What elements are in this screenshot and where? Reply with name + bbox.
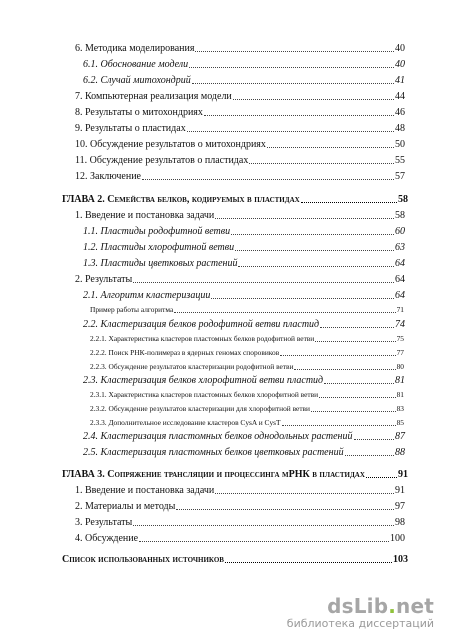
dslib-watermark: [278, 594, 438, 634]
toc-entry: 1.1. Пластиды родофитной ветви 60: [83, 226, 405, 237]
toc-chapter-heading: ГЛАВА 2. Семейства белков, кодируемых в пластидах 58: [62, 194, 408, 205]
dslib-logo: dsLib.net: [327, 594, 434, 618]
toc-entry: 3. Результаты 98: [75, 517, 405, 528]
toc-entry: 2. Материалы и методы 97: [75, 501, 405, 512]
toc-entry: 2.3.3. Дополнительное исследование кластеров CysA и CysT 85: [90, 418, 404, 427]
toc-entry: 11. Обсуждение результатов о пластидах 55: [75, 155, 405, 166]
toc-entry: 2. Результаты 64: [75, 274, 405, 285]
toc-entry: 2.3.2. Обсуждение результатов кластеризации для хлорофитной ветви 83: [90, 404, 404, 413]
toc-entry: 12. Заключение 57: [75, 171, 405, 182]
toc-entry: 2.2.3. Обсуждение результатов кластеризации родофитной ветви 80: [90, 362, 404, 371]
toc-entry: 2.1. Алгоритм кластеризации 64: [83, 290, 405, 301]
toc-entry: 6.1. Обоснование модели 40: [83, 59, 405, 70]
toc-entry: 10. Обсуждение результатов о митохондриях 50: [75, 139, 405, 150]
toc-entry: 2.3.1. Характеристика кластеров пластомных белков хлорофитной ветви 81: [90, 390, 404, 399]
toc-entry: 2.2.2. Поиск РНК-полимераз в ядерных геномах споровиков 77: [90, 348, 404, 357]
toc-entry: 7. Компьютерная реализация модели 44: [75, 91, 405, 102]
toc-entry: 2.5. Кластеризация пластомных белков цветковых растений 88: [83, 447, 405, 458]
toc-entry: 1. Введение и постановка задачи 58: [75, 210, 405, 221]
toc-entry: 4. Обсуждение 100: [75, 533, 405, 544]
toc-entry: 9. Результаты о пластидах 48: [75, 123, 405, 134]
toc-entry: 1.3. Пластиды цветковых растений 64: [83, 258, 405, 269]
toc-entry: 6.2. Случай митохондрий 41: [83, 75, 405, 86]
toc-entry: 2.4. Кластеризация пластомных белков однодольных растений 87: [83, 431, 405, 442]
toc-entry: 1.2. Пластиды хлорофитной ветви 63: [83, 242, 405, 253]
dslib-subtitle: библиотека диссертаций: [286, 617, 434, 630]
toc-entry: 2.3. Кластеризация белков хлорофитной ветви пластид 81: [83, 375, 405, 386]
toc-entry: 6. Методика моделирования 40: [75, 43, 405, 54]
toc-entry: 2.2.1. Характеристика кластеров пластомных белков родофитной ветви 75: [90, 334, 404, 343]
toc-entry: Пример работы алгоритма 71: [90, 305, 404, 314]
toc-entry: 1. Введение и постановка задачи 91: [75, 485, 405, 496]
toc-chapter-heading: ГЛАВА 3. Сопряжение трансляции и процессинга мРНК в пластидах 91: [62, 469, 408, 480]
toc-chapter-heading: Список использованных источников 103: [62, 554, 408, 565]
toc-entry: 8. Результаты о митохондриях 46: [75, 107, 405, 118]
toc-entry: 2.2. Кластеризация белков родофитной ветви пластид 74: [83, 319, 405, 330]
